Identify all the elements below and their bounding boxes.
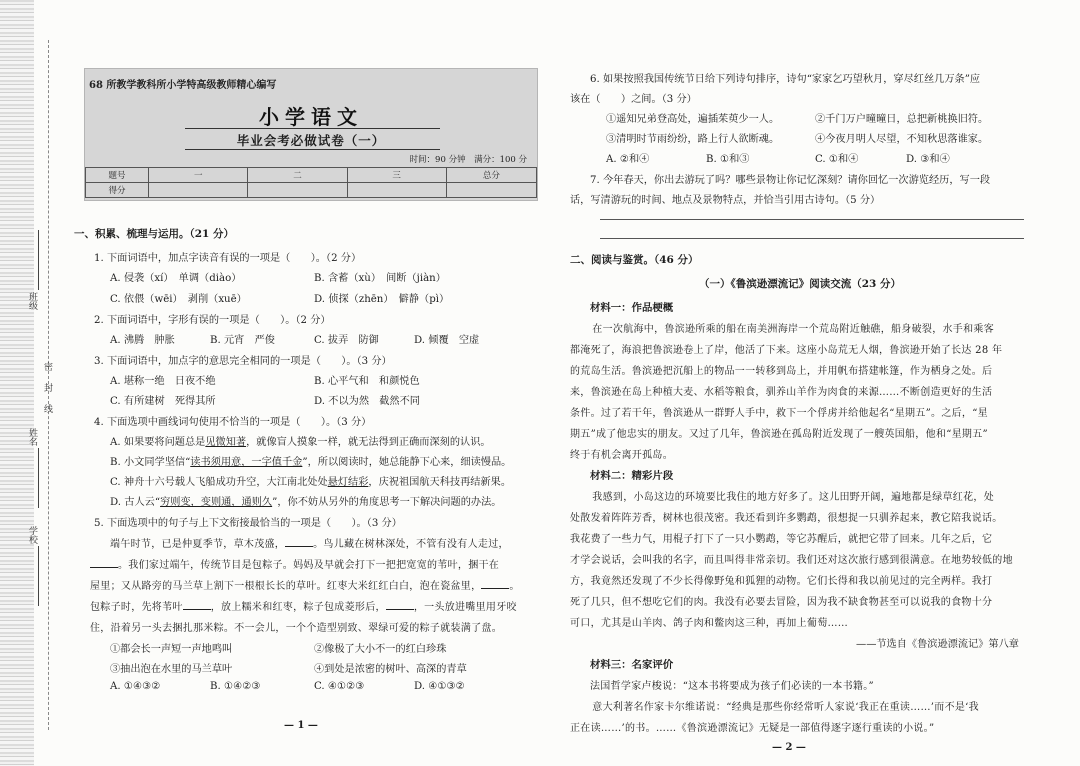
page-two bbox=[560, 0, 1060, 766]
q4-d-underlined: 穷则变，变则通，通则久 bbox=[160, 497, 273, 508]
q6-option-c: C. ①和④ bbox=[815, 154, 859, 165]
q5-stem: 5. 下面选项中的句子与上下文衔接最恰当的一项是（ ）。（3 分） bbox=[94, 518, 402, 529]
m1-line: 终于有机会离开孤岛。 bbox=[570, 450, 673, 461]
q6-verse-3: ③清明时节雨纷纷，路上行人欲断魂。 bbox=[606, 134, 780, 145]
m1-line: 期五”成了他忠实的朋友。又过了几年，鲁滨逊在孤岛附近发现了一艘英国船，他和“星期五” bbox=[570, 429, 988, 440]
school-label: 学校 bbox=[27, 526, 37, 544]
m3-line: 意大利著名作家卡尔维诺说：“经典是那些你经常听人家说‘我正在重读……’而不是‘我 bbox=[582, 702, 979, 713]
q5-option-a: A. ①④③② bbox=[110, 681, 161, 692]
q5-p1b: 。鸟儿藏在树林深处，不管有没有人走过， bbox=[313, 539, 509, 550]
q6-verse-1: ①遥知兄弟登高处，遍插茱萸少一人。 bbox=[606, 114, 780, 125]
title-rule-bottom bbox=[185, 149, 440, 150]
score-header-cell: 一 bbox=[149, 168, 248, 183]
m2-line: 方，我竟然还发现了不少长得像野兔和狐狸的动物。它们长得和我以前见过的完全两样。我打 bbox=[570, 576, 993, 587]
m1-line: 来，鲁滨逊在岛上种植大麦、水稻等粮食，驯养山羊作为肉食的来源……不断创造更好的生活 bbox=[570, 387, 993, 398]
q3-option-c: C. 有所建树 死得其所 bbox=[110, 396, 216, 407]
material-3-title: 材料三：名家评价 bbox=[590, 659, 674, 671]
q5-passage-line1 bbox=[110, 535, 509, 550]
q5-blank[interactable] bbox=[90, 559, 118, 568]
q1-option-b: B. 含蓄（xù） 间断（jiàn） bbox=[314, 273, 446, 284]
page-one bbox=[70, 0, 540, 766]
q5-sentence-2: ②像极了大小不一的红白珍珠 bbox=[314, 644, 447, 655]
m2-line: 处散发着阵阵芳香，树林也很茂密。我还看到许多鹦鹉，很想捉一只驯养起来，教它陪我说话。 bbox=[570, 513, 1003, 524]
section-two-heading: 二、阅读与鉴赏。（46 分） bbox=[570, 254, 699, 266]
score-header-cell: 总分 bbox=[446, 168, 536, 183]
q4-a-text-end: ，就像盲人摸象一样，就无法得到正确而深刻的认识。 bbox=[246, 437, 491, 448]
q4-c-underlined: 悬灯结彩 bbox=[327, 477, 369, 488]
q6-option-b: B. ①和③ bbox=[706, 154, 750, 165]
m1-line: 在一次航海中，鲁滨逊所乘的船在南美洲海岸一个荒岛附近触礁，船身破裂，水手和乘客 bbox=[582, 324, 994, 335]
score-row-label: 得分 bbox=[86, 183, 149, 198]
q3-stem: 3. 下面词语中，加点字的意思完全相同的一项是（ ）。（3 分） bbox=[94, 356, 392, 367]
m2-line: 可口，尤其是山羊肉、鸽子肉和鳖肉这三种，再加上葡萄…… bbox=[570, 618, 849, 629]
q5-blank[interactable] bbox=[386, 601, 414, 610]
q6-stem-line1: 6. 如果按照我国传统节日给下列诗句排序，诗句“家家乞巧望秋月，穿尽红丝几万条”应 bbox=[590, 74, 981, 85]
m2-line: 死了几只，但不想吃它们的肉。我没有必要去冒险，因为我不缺食物甚至可以说我的食物十分 bbox=[570, 597, 993, 608]
page-number-2: — 2 — bbox=[772, 742, 806, 753]
name-blank bbox=[38, 448, 39, 508]
m3-line: 正在读……’的书。……《鲁滨逊漂流记》无疑是一部值得逐字逐行重读的小说。” bbox=[570, 723, 935, 734]
q2-option-c: C. 拔弄 防御 bbox=[314, 335, 379, 346]
m2-source: ——节选自《鲁滨逊漂流记》第八章 bbox=[856, 639, 1019, 650]
score-cell bbox=[149, 183, 248, 198]
q3-option-b: B. 心平气和 和颜悦色 bbox=[314, 376, 420, 387]
q2-option-a: A. 沸腾 肿胀 bbox=[110, 335, 175, 346]
q4-d-text: D. 古人云“ bbox=[110, 497, 161, 508]
q4-b-text: B. 小文同学坚信“ bbox=[110, 457, 191, 468]
q4-b-text-end: ”，所以阅读时，她总能静下心来，细读慢品。 bbox=[302, 457, 512, 468]
q4-a-underlined: 见微知著 bbox=[205, 437, 247, 448]
q1-option-d: D. 侦探（zhēn） 僻静（pì） bbox=[314, 294, 450, 305]
q5-p4b: ，放上糯米和红枣，粽子包成菱形后， bbox=[210, 602, 386, 613]
q4-option-d bbox=[110, 493, 501, 508]
q5-sentence-1: ①都会长一声短一声地鸣叫 bbox=[110, 644, 233, 655]
score-cell bbox=[248, 183, 347, 198]
q5-blank[interactable] bbox=[285, 538, 313, 547]
m1-line: 条件。过了若干年，鲁滨逊从一群野人手中，救下一个俘虏并给他起名“星期五”。之后，“星 bbox=[570, 408, 988, 419]
q1-option-a: A. 侵袭（xí） 单调（diào） bbox=[110, 273, 242, 284]
q6-stem-line2: 该在（ ）之间。（3 分） bbox=[570, 94, 697, 105]
q7-answer-line-2[interactable] bbox=[600, 238, 1024, 239]
q4-a-text: A. 如果要将问题总是 bbox=[110, 437, 206, 448]
score-table bbox=[85, 167, 537, 198]
q4-b-underlined: 读书须用意，一字值千金 bbox=[190, 457, 303, 468]
q3-option-a: A. 堪称一绝 日夜不绝 bbox=[110, 376, 216, 387]
score-header-cell: 三 bbox=[347, 168, 446, 183]
q5-option-b: B. ①④②③ bbox=[210, 681, 261, 692]
q5-option-d: D. ④①③② bbox=[414, 681, 465, 692]
q7-answer-line-1[interactable] bbox=[600, 219, 1024, 220]
q6-verse-2: ②千门万户曈曈日，总把新桃换旧符。 bbox=[815, 114, 989, 125]
score-header-cell: 二 bbox=[248, 168, 347, 183]
score-cell bbox=[347, 183, 446, 198]
m1-line: 都淹死了，海浪把鲁滨逊卷上了岸，他活了下来。这座小岛荒无人烟，鲁滨逊开始了长达 28 年 bbox=[570, 345, 1003, 356]
school-blank bbox=[38, 546, 39, 606]
q2-option-b: B. 元宵 严俊 bbox=[210, 335, 275, 346]
m2-line: 才学会说话，会叫我的名字，而且叫得非常亲切。我们还对这次旅行感到很满意。在地势较低的地 bbox=[570, 555, 1013, 566]
page-number-1: — 1 — bbox=[284, 720, 318, 731]
q4-option-a bbox=[110, 433, 491, 448]
exam-header bbox=[84, 68, 538, 201]
q2-stem: 2. 下面词语中，字形有误的一项是（ ）。（2 分） bbox=[94, 315, 331, 326]
q5-option-c: C. ④①②③ bbox=[314, 681, 365, 692]
reading-title: （一）《鲁滨逊漂流记》阅读交流（23 分） bbox=[698, 278, 902, 290]
seal-char-feng: 封 bbox=[42, 383, 52, 394]
q5-blank[interactable] bbox=[183, 601, 211, 610]
class-label: 班级 bbox=[27, 292, 37, 310]
m3-line: 法国哲学家卢梭说：“这本书将要成为孩子们必读的一本书籍。” bbox=[590, 681, 874, 692]
q5-sentence-4: ④到处是浓密的树叶、高深的青草 bbox=[314, 664, 467, 675]
q6-option-d: D. ③和④ bbox=[906, 154, 950, 165]
m2-line: 我花费了一些力气，用棍子打下了一只小鹦鹉，等它苏醒后，就把它带了回来。几年之后，它 bbox=[570, 534, 993, 545]
q5-p2: 。我们家过端午，传统节目是包粽子。妈妈及早就会打下一把把宽宽的苇叶，捆干在 bbox=[118, 560, 500, 571]
q5-p4c: ，一头放进嘴里用牙咬 bbox=[413, 602, 517, 613]
q3-option-d: D. 不以为然 截然不同 bbox=[314, 396, 420, 407]
q1-option-c: C. 依偎（wēi） 剥削（xuē） bbox=[110, 294, 247, 305]
q6-option-a: A. ②和④ bbox=[606, 154, 650, 165]
q4-option-b bbox=[110, 453, 511, 468]
q4-c-text: C. 神舟十六号载人飞船成功升空，大江南北处处 bbox=[110, 477, 328, 488]
q5-passage-line2 bbox=[90, 556, 499, 571]
class-blank bbox=[38, 230, 39, 290]
q6-verse-4: ④今夜月明人尽望，不知秋思落谁家。 bbox=[815, 134, 989, 145]
q5-p3a: 屋里；又从路旁的马兰草上割下一根根长长的草叶。红枣大米红红白白，泡在瓷盆里， bbox=[90, 581, 482, 592]
score-header-cell: 题号 bbox=[86, 168, 149, 183]
q5-p1: 端午时节，已是仲夏季节，草木茂盛， bbox=[110, 539, 286, 550]
exam-title: 小学语文 bbox=[259, 105, 363, 129]
section-one-heading: 一、积累、梳理与运用。（21 分） bbox=[74, 228, 235, 240]
q4-option-c bbox=[110, 473, 511, 488]
seal-char-mi: 密 bbox=[42, 362, 52, 373]
q5-blank[interactable] bbox=[481, 580, 509, 589]
material-2-title: 材料二：精彩片段 bbox=[590, 470, 674, 482]
q4-c-text-end: ，庆祝祖国航天科技再结新果。 bbox=[368, 477, 512, 488]
time-and-score: 时间：90 分钟 满分：100 分 bbox=[409, 155, 527, 165]
scan-shadow bbox=[0, 0, 34, 766]
material-1-title: 材料一：作品梗概 bbox=[590, 302, 674, 314]
exam-subtitle: 毕业会考必做试卷（一） bbox=[236, 133, 386, 148]
q5-passage-line5: 住，沿着另一头去捆扎那米粽。不一会儿，一个个造型别致、翠绿可爱的粽子就装满了盘。 bbox=[90, 623, 502, 634]
title-rule-top bbox=[185, 128, 440, 129]
q1-stem: 1. 下面词语中，加点字读音有误的一项是（ ）。（2 分） bbox=[94, 253, 362, 264]
q5-p4a: 包粽子时，先将苇叶 bbox=[90, 602, 183, 613]
q5-p3b: 。 bbox=[509, 581, 520, 592]
q7-line2: 话，写清游玩的时间、地点及景物特点，并恰当引用古诗句。（5 分） bbox=[570, 195, 881, 206]
score-cell bbox=[446, 183, 536, 198]
m2-line: 我感到，小岛这边的环境要比我住的地方好多了。这儿田野开阔，遍地都是绿草红花，处 bbox=[582, 492, 994, 503]
q7-line1: 7. 今年春天，你出去游玩了吗？哪些景物让你记忆深刻？请你回忆一次游览经历，写一段 bbox=[590, 175, 991, 186]
seal-char-xian: 线 bbox=[42, 404, 52, 415]
m1-line: 的荒岛生活。鲁滨逊把沉船上的物品一一转移到岛上，并用帆布搭建帐篷，作为栖身之处。后 bbox=[570, 366, 993, 377]
q5-passage-line4 bbox=[90, 598, 517, 613]
q5-passage-line3 bbox=[90, 577, 520, 592]
publisher-line: 68 所教学教科所小学特高级教师精心编写 bbox=[89, 80, 277, 91]
binding-margin bbox=[0, 0, 46, 766]
q4-d-text-end: ”，你不妨从另外的角度思考一下解决问题的办法。 bbox=[272, 497, 502, 508]
q4-stem: 4. 下面选项中画线词句使用不恰当的一项是（ ）。（3 分） bbox=[94, 417, 372, 428]
q2-option-d: D. 倾覆 空虚 bbox=[414, 335, 480, 346]
q5-sentence-3: ③抽出泡在水里的马兰草叶 bbox=[110, 664, 233, 675]
name-label: 姓名 bbox=[27, 428, 37, 446]
